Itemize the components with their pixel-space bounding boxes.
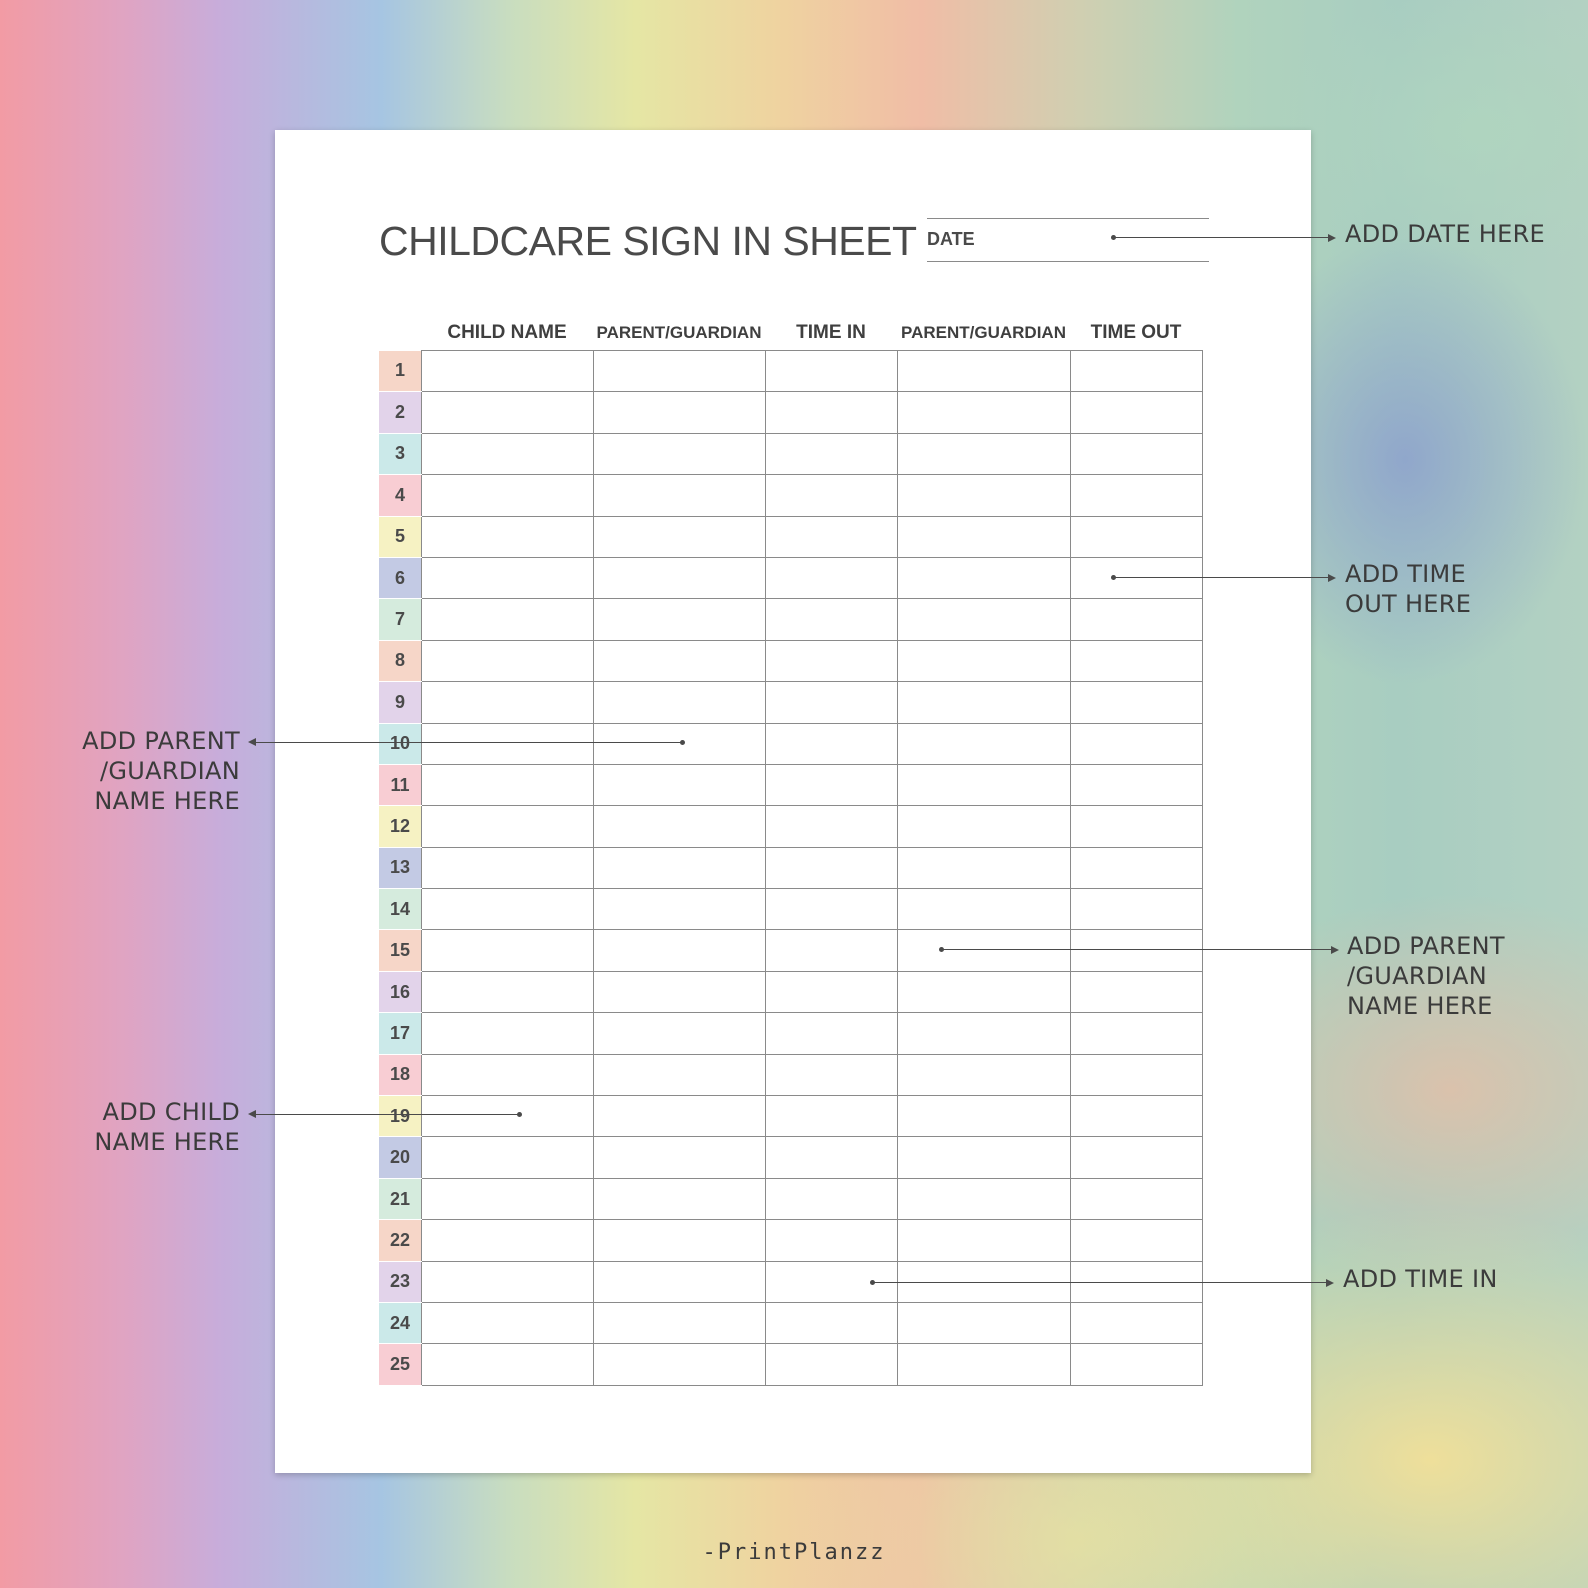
cell-parent-guardian-out[interactable] [898, 599, 1071, 640]
cell-parent-guardian-out[interactable] [898, 392, 1071, 433]
table-row [379, 889, 1203, 930]
row-number: 15 [379, 930, 422, 971]
cell-parent-guardian-in[interactable] [594, 971, 766, 1012]
row-number: 2 [379, 392, 422, 433]
callout-child-dot [517, 1112, 522, 1117]
column-header-child-name: CHILD NAME [447, 322, 567, 343]
cell-time-in[interactable] [766, 1178, 898, 1219]
cell-parent-guardian-in[interactable] [594, 764, 766, 805]
cell-time-in[interactable] [766, 1096, 898, 1137]
cell-parent-guardian-in[interactable] [594, 1137, 766, 1178]
callout-parent-right: ADD PARENT /GUARDIAN NAME HERE [1347, 932, 1505, 1020]
cell-time-out[interactable] [1071, 640, 1203, 681]
cell-child-name[interactable] [422, 971, 594, 1012]
cell-time-out[interactable] [1071, 971, 1203, 1012]
row-number: 24 [379, 1302, 422, 1343]
arrow-right-icon [1331, 946, 1339, 954]
callout-time-out-line [1113, 577, 1329, 578]
cell-child-name[interactable] [422, 889, 594, 930]
cell-parent-guardian-out[interactable] [898, 1344, 1071, 1385]
cell-child-name[interactable] [422, 392, 594, 433]
arrow-right-icon [1328, 574, 1336, 582]
cell-time-out[interactable] [1071, 1054, 1203, 1095]
table-row [379, 640, 1203, 681]
cell-time-in[interactable] [766, 1054, 898, 1095]
table-row [379, 847, 1203, 888]
cell-time-in[interactable] [766, 682, 898, 723]
cell-child-name[interactable] [422, 351, 594, 392]
callout-parent-left-line [255, 742, 682, 743]
table-row [379, 806, 1203, 847]
table-row [379, 930, 1203, 971]
row-number: 22 [379, 1220, 422, 1261]
row-number: 10 [379, 723, 422, 764]
cell-parent-guardian-in[interactable] [594, 516, 766, 557]
cell-time-in[interactable] [766, 1302, 898, 1343]
sheet-title: CHILDCARE SIGN IN SHEET [379, 218, 917, 264]
callout-parent-left-dot [680, 740, 685, 745]
row-number: 18 [379, 1054, 422, 1095]
cell-time-out[interactable] [1071, 1178, 1203, 1219]
cell-time-out[interactable] [1071, 475, 1203, 516]
sign-in-sheet-page [275, 130, 1311, 1473]
cell-child-name[interactable] [422, 1261, 594, 1302]
row-number: 20 [379, 1137, 422, 1178]
cell-parent-guardian-out[interactable] [898, 1137, 1071, 1178]
cell-time-out[interactable] [1071, 599, 1203, 640]
cell-child-name[interactable] [422, 557, 594, 598]
cell-child-name[interactable] [422, 599, 594, 640]
cell-time-out[interactable] [1071, 433, 1203, 474]
table-row [379, 764, 1203, 805]
cell-parent-guardian-out[interactable] [898, 723, 1071, 764]
cell-parent-guardian-out[interactable] [898, 764, 1071, 805]
column-header-parent-guardian-out: PARENT/GUARDIAN [901, 323, 1066, 342]
table-row [379, 392, 1203, 433]
cell-parent-guardian-out[interactable] [898, 1178, 1071, 1219]
cell-child-name[interactable] [422, 1054, 594, 1095]
cell-child-name[interactable] [422, 516, 594, 557]
cell-parent-guardian-out[interactable] [898, 1096, 1071, 1137]
cell-child-name[interactable] [422, 1013, 594, 1054]
cell-parent-guardian-in[interactable] [594, 392, 766, 433]
cell-parent-guardian-out[interactable] [898, 475, 1071, 516]
row-number: 6 [379, 557, 422, 598]
cell-time-in[interactable] [766, 930, 898, 971]
cell-time-out[interactable] [1071, 723, 1203, 764]
table-row [379, 351, 1203, 392]
column-header-time-out: TIME OUT [1090, 322, 1182, 343]
cell-parent-guardian-out[interactable] [898, 847, 1071, 888]
cell-time-out[interactable] [1071, 764, 1203, 805]
cell-child-name[interactable] [422, 475, 594, 516]
cell-child-name[interactable] [422, 1344, 594, 1385]
callout-date-line [1113, 237, 1329, 238]
cell-time-out[interactable] [1071, 1302, 1203, 1343]
cell-time-in[interactable] [766, 1137, 898, 1178]
cell-parent-guardian-out[interactable] [898, 971, 1071, 1012]
cell-parent-guardian-out[interactable] [898, 1220, 1071, 1261]
callout-parent-left: ADD PARENT /GUARDIAN NAME HERE [82, 727, 240, 815]
cell-child-name[interactable] [422, 1178, 594, 1219]
cell-parent-guardian-in[interactable] [594, 557, 766, 598]
cell-parent-guardian-out[interactable] [898, 640, 1071, 681]
table-row [379, 599, 1203, 640]
row-number: 5 [379, 516, 422, 557]
table-row [379, 723, 1203, 764]
cell-time-out[interactable] [1071, 930, 1203, 971]
row-number: 1 [379, 351, 422, 392]
row-number: 25 [379, 1344, 422, 1385]
cell-time-out[interactable] [1071, 392, 1203, 433]
cell-time-out[interactable] [1071, 806, 1203, 847]
row-number: 13 [379, 847, 422, 888]
table-row [379, 1137, 1203, 1178]
cell-time-out[interactable] [1071, 682, 1203, 723]
cell-time-in[interactable] [766, 1013, 898, 1054]
cell-time-in[interactable] [766, 599, 898, 640]
cell-parent-guardian-in[interactable] [594, 1261, 766, 1302]
cell-child-name[interactable] [422, 806, 594, 847]
cell-parent-guardian-in[interactable] [594, 640, 766, 681]
table-row [379, 1054, 1203, 1095]
row-number: 9 [379, 682, 422, 723]
table-row [379, 557, 1203, 598]
table-row [379, 682, 1203, 723]
cell-parent-guardian-out[interactable] [898, 433, 1071, 474]
arrow-right-icon [1326, 1279, 1334, 1287]
row-number: 23 [379, 1261, 422, 1302]
cell-time-in[interactable] [766, 640, 898, 681]
cell-time-in[interactable] [766, 723, 898, 764]
cell-parent-guardian-in[interactable] [594, 599, 766, 640]
cell-parent-guardian-in[interactable] [594, 682, 766, 723]
cell-child-name[interactable] [422, 723, 594, 764]
row-number: 19 [379, 1096, 422, 1137]
cell-child-name[interactable] [422, 764, 594, 805]
cell-parent-guardian-out[interactable] [898, 351, 1071, 392]
table-row [379, 475, 1203, 516]
callout-parent-right-line [941, 949, 1332, 950]
cell-time-in[interactable] [766, 764, 898, 805]
cell-parent-guardian-out[interactable] [898, 1302, 1071, 1343]
cell-time-out[interactable] [1071, 1013, 1203, 1054]
table-row [379, 516, 1203, 557]
callout-time-in: ADD TIME IN [1343, 1265, 1498, 1293]
date-label: DATE [927, 229, 975, 249]
date-field[interactable] [927, 218, 1209, 262]
arrow-right-icon [1328, 234, 1336, 242]
cell-parent-guardian-in[interactable] [594, 351, 766, 392]
row-number: 17 [379, 1013, 422, 1054]
cell-parent-guardian-in[interactable] [594, 1220, 766, 1261]
cell-time-out[interactable] [1071, 847, 1203, 888]
cell-time-in[interactable] [766, 806, 898, 847]
cell-parent-guardian-out[interactable] [898, 1054, 1071, 1095]
cell-time-out[interactable] [1071, 516, 1203, 557]
cell-time-in[interactable] [766, 516, 898, 557]
cell-parent-guardian-out[interactable] [898, 1013, 1071, 1054]
table-row [379, 1220, 1203, 1261]
cell-time-out[interactable] [1071, 1220, 1203, 1261]
row-number: 14 [379, 889, 422, 930]
callout-child: ADD CHILD NAME HERE [94, 1098, 240, 1156]
table-row [379, 1302, 1203, 1343]
row-number: 4 [379, 475, 422, 516]
cell-time-in[interactable] [766, 557, 898, 598]
cell-parent-guardian-in[interactable] [594, 1096, 766, 1137]
cell-parent-guardian-in[interactable] [594, 1013, 766, 1054]
callout-time-in-line [872, 1282, 1327, 1283]
cell-parent-guardian-out[interactable] [898, 557, 1071, 598]
cell-parent-guardian-in[interactable] [594, 475, 766, 516]
cell-parent-guardian-in[interactable] [594, 930, 766, 971]
cell-parent-guardian-out[interactable] [898, 516, 1071, 557]
cell-parent-guardian-in[interactable] [594, 1302, 766, 1343]
table-row [379, 1344, 1203, 1385]
column-header-time-in: TIME IN [796, 322, 866, 343]
cell-time-in[interactable] [766, 1220, 898, 1261]
cell-time-out[interactable] [1071, 1137, 1203, 1178]
cell-time-in[interactable] [766, 1344, 898, 1385]
cell-parent-guardian-in[interactable] [594, 847, 766, 888]
cell-time-in[interactable] [766, 847, 898, 888]
table-row [379, 971, 1203, 1012]
cell-parent-guardian-out[interactable] [898, 889, 1071, 930]
cell-child-name[interactable] [422, 1137, 594, 1178]
cell-child-name[interactable] [422, 1096, 594, 1137]
cell-child-name[interactable] [422, 1220, 594, 1261]
row-number: 11 [379, 764, 422, 805]
cell-parent-guardian-in[interactable] [594, 1054, 766, 1095]
cell-parent-guardian-in[interactable] [594, 1178, 766, 1219]
row-number: 7 [379, 599, 422, 640]
cell-time-out[interactable] [1071, 557, 1203, 598]
cell-parent-guardian-out[interactable] [898, 930, 1071, 971]
cell-parent-guardian-out[interactable] [898, 682, 1071, 723]
cell-child-name[interactable] [422, 682, 594, 723]
cell-parent-guardian-in[interactable] [594, 433, 766, 474]
row-number: 8 [379, 640, 422, 681]
brand-footer: -PrintPlanzz [702, 1540, 886, 1565]
cell-time-out[interactable] [1071, 1344, 1203, 1385]
row-number: 21 [379, 1178, 422, 1219]
row-number: 12 [379, 806, 422, 847]
cell-time-in[interactable] [766, 889, 898, 930]
table-row [379, 1013, 1203, 1054]
cell-parent-guardian-in[interactable] [594, 889, 766, 930]
cell-child-name[interactable] [422, 1302, 594, 1343]
table-row [379, 1178, 1203, 1219]
cell-time-out[interactable] [1071, 889, 1203, 930]
cell-time-in[interactable] [766, 433, 898, 474]
table-row [379, 1096, 1203, 1137]
table-row [379, 433, 1203, 474]
sign-in-table [379, 350, 1203, 1386]
cell-child-name[interactable] [422, 640, 594, 681]
row-number: 16 [379, 971, 422, 1012]
callout-child-line [255, 1114, 520, 1115]
cell-time-in[interactable] [766, 971, 898, 1012]
cell-time-in[interactable] [766, 351, 898, 392]
cell-parent-guardian-in[interactable] [594, 1344, 766, 1385]
callout-time-out: ADD TIME OUT HERE [1345, 560, 1472, 618]
row-number: 3 [379, 433, 422, 474]
cell-time-in[interactable] [766, 475, 898, 516]
cell-parent-guardian-out[interactable] [898, 806, 1071, 847]
cell-child-name[interactable] [422, 847, 594, 888]
cell-time-out[interactable] [1071, 1096, 1203, 1137]
cell-child-name[interactable] [422, 433, 594, 474]
callout-date: ADD DATE HERE [1345, 220, 1546, 248]
cell-child-name[interactable] [422, 930, 594, 971]
cell-time-in[interactable] [766, 392, 898, 433]
cell-time-out[interactable] [1071, 351, 1203, 392]
cell-parent-guardian-in[interactable] [594, 806, 766, 847]
column-header-parent-guardian-in: PARENT/GUARDIAN [596, 323, 762, 342]
